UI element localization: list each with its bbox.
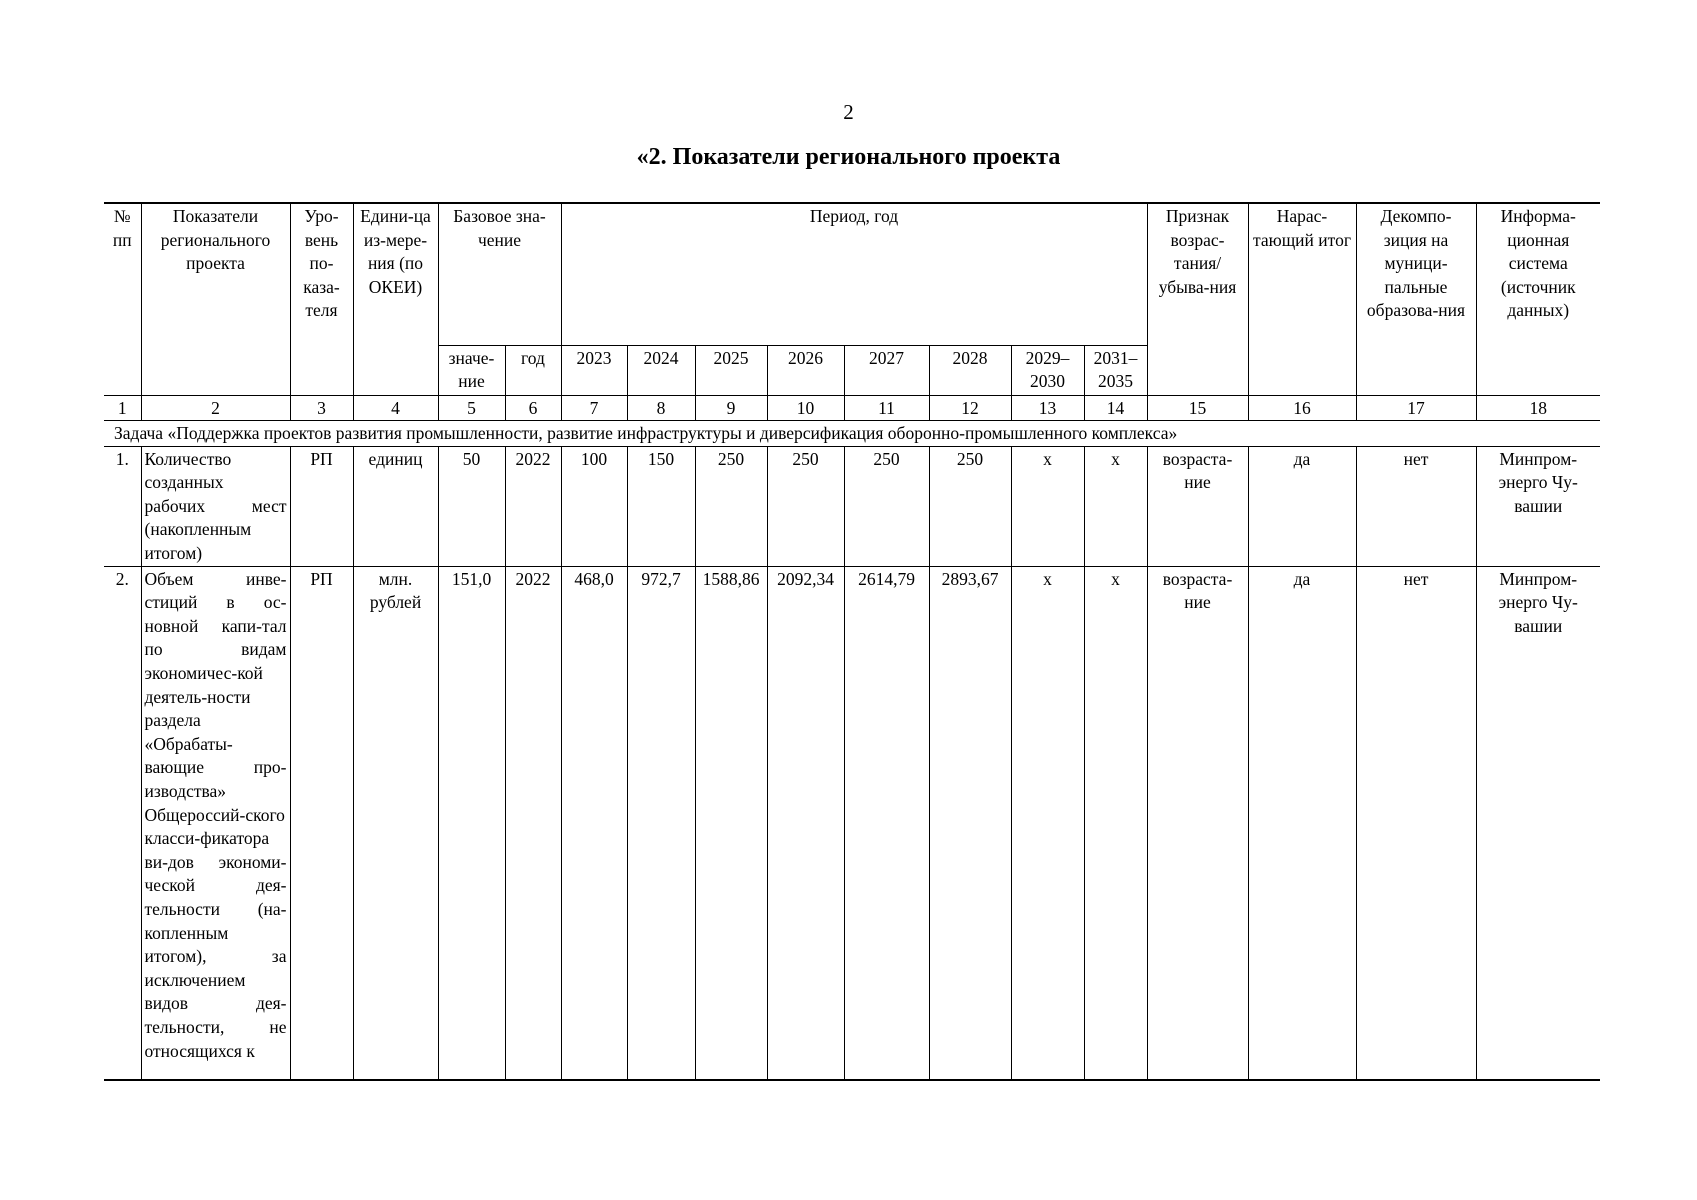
row-base-value: 151,0 bbox=[438, 566, 505, 1080]
column-number: 9 bbox=[695, 395, 767, 421]
row-value: х bbox=[1011, 566, 1084, 1080]
task-row bbox=[104, 421, 1600, 447]
column-number: 10 bbox=[767, 395, 844, 421]
page-title: «2. Показатели регионального проекта bbox=[636, 144, 1061, 170]
row-num: 2. bbox=[104, 566, 141, 1080]
row-num: 1. bbox=[104, 446, 141, 566]
row-level: РП bbox=[290, 566, 353, 1080]
column-number: 18 bbox=[1476, 395, 1600, 421]
column-number: 4 bbox=[353, 395, 438, 421]
row-value: 100 bbox=[561, 446, 627, 566]
row-cumulative: да bbox=[1248, 446, 1356, 566]
row-base-year: 2022 bbox=[505, 566, 561, 1080]
header-year: 2027 bbox=[844, 345, 929, 395]
header-row bbox=[104, 203, 1600, 345]
column-number: 2 bbox=[141, 395, 290, 421]
row-info-system: Минпром-энерго Чу-вашии bbox=[1476, 446, 1600, 566]
row-value: 250 bbox=[929, 446, 1011, 566]
row-value: 468,0 bbox=[561, 566, 627, 1080]
header-indicator: Показатели регионального проекта bbox=[141, 203, 290, 395]
row-decomposition: нет bbox=[1356, 566, 1476, 1080]
column-number: 1 bbox=[104, 395, 141, 421]
row-value: х bbox=[1084, 446, 1147, 566]
page-number: 2 bbox=[843, 100, 854, 124]
row-value: 2893,67 bbox=[929, 566, 1011, 1080]
header-year: 2023 bbox=[561, 345, 627, 395]
column-number: 15 bbox=[1147, 395, 1248, 421]
header-decomposition: Декомпо-зиция на муници-пальные образова-ния bbox=[1356, 203, 1476, 395]
row-value: 2092,34 bbox=[767, 566, 844, 1080]
row-value: 972,7 bbox=[627, 566, 695, 1080]
header-trend: Признак возрас-тания/ убыва-ния bbox=[1147, 203, 1248, 395]
header-year: 2031–2035 bbox=[1084, 345, 1147, 395]
header-year: 2025 bbox=[695, 345, 767, 395]
column-number: 13 bbox=[1011, 395, 1084, 421]
column-number: 14 bbox=[1084, 395, 1147, 421]
header-year: 2024 bbox=[627, 345, 695, 395]
header-base: Базовое зна-чение bbox=[438, 203, 561, 345]
column-number: 3 bbox=[290, 395, 353, 421]
task-title: Задача «Поддержка проектов развития промышленности, развитие инфраструктуры и диверсификация оборонно-промышленного комплекса» bbox=[104, 421, 1600, 447]
column-number: 6 bbox=[505, 395, 561, 421]
header-year: 2028 bbox=[929, 345, 1011, 395]
row-base-value: 50 bbox=[438, 446, 505, 566]
header-period: Период, год bbox=[561, 203, 1147, 345]
header-cumulative: Нарас-тающий итог bbox=[1248, 203, 1356, 395]
table-row bbox=[104, 446, 1600, 566]
row-trend: возраста-ние bbox=[1147, 446, 1248, 566]
column-number: 8 bbox=[627, 395, 695, 421]
row-value: 250 bbox=[767, 446, 844, 566]
row-indicator: Количество созданных рабочих мест (накопленным итогом) bbox=[141, 446, 290, 566]
row-unit: млн. рублей bbox=[353, 566, 438, 1080]
row-value: 250 bbox=[844, 446, 929, 566]
header-unit: Едини-ца из-мере-ния (по ОКЕИ) bbox=[353, 203, 438, 395]
row-value: 250 bbox=[695, 446, 767, 566]
row-info-system: Минпром-энерго Чу-вашии bbox=[1476, 566, 1600, 1080]
row-unit: единиц bbox=[353, 446, 438, 566]
row-indicator: Объем инве-стиций в ос-новной капи-тал по видам экономичес-кой деятель-ности раздела «Обрабаты-вающие про-изводства» Общероссий-ского класси-фикатора ви-дов экономи-ческой дея-тельности (на-копленным итогом), за исключением видов дея-тельности, не относящихся к bbox=[141, 566, 290, 1080]
column-number: 7 bbox=[561, 395, 627, 421]
row-trend: возраста-ние bbox=[1147, 566, 1248, 1080]
column-number: 5 bbox=[438, 395, 505, 421]
row-value: 2614,79 bbox=[844, 566, 929, 1080]
row-value: х bbox=[1011, 446, 1084, 566]
table-row bbox=[104, 566, 1600, 1080]
row-base-year: 2022 bbox=[505, 446, 561, 566]
header-year: 2029–2030 bbox=[1011, 345, 1084, 395]
indicators-table bbox=[104, 202, 1600, 1081]
row-level: РП bbox=[290, 446, 353, 566]
header-num: № пп bbox=[104, 203, 141, 395]
row-value: 1588,86 bbox=[695, 566, 767, 1080]
row-cumulative: да bbox=[1248, 566, 1356, 1080]
column-number: 17 bbox=[1356, 395, 1476, 421]
header-year: 2026 bbox=[767, 345, 844, 395]
column-number: 11 bbox=[844, 395, 929, 421]
column-number: 16 bbox=[1248, 395, 1356, 421]
row-value: х bbox=[1084, 566, 1147, 1080]
header-base-year: год bbox=[505, 345, 561, 395]
header-level: Уро-вень по-каза-теля bbox=[290, 203, 353, 395]
header-info-system: Информа-ционная система (источник данных) bbox=[1476, 203, 1600, 395]
column-number-row bbox=[104, 395, 1600, 421]
column-number: 12 bbox=[929, 395, 1011, 421]
row-value: 150 bbox=[627, 446, 695, 566]
header-base-value: значе-ние bbox=[438, 345, 505, 395]
row-decomposition: нет bbox=[1356, 446, 1476, 566]
